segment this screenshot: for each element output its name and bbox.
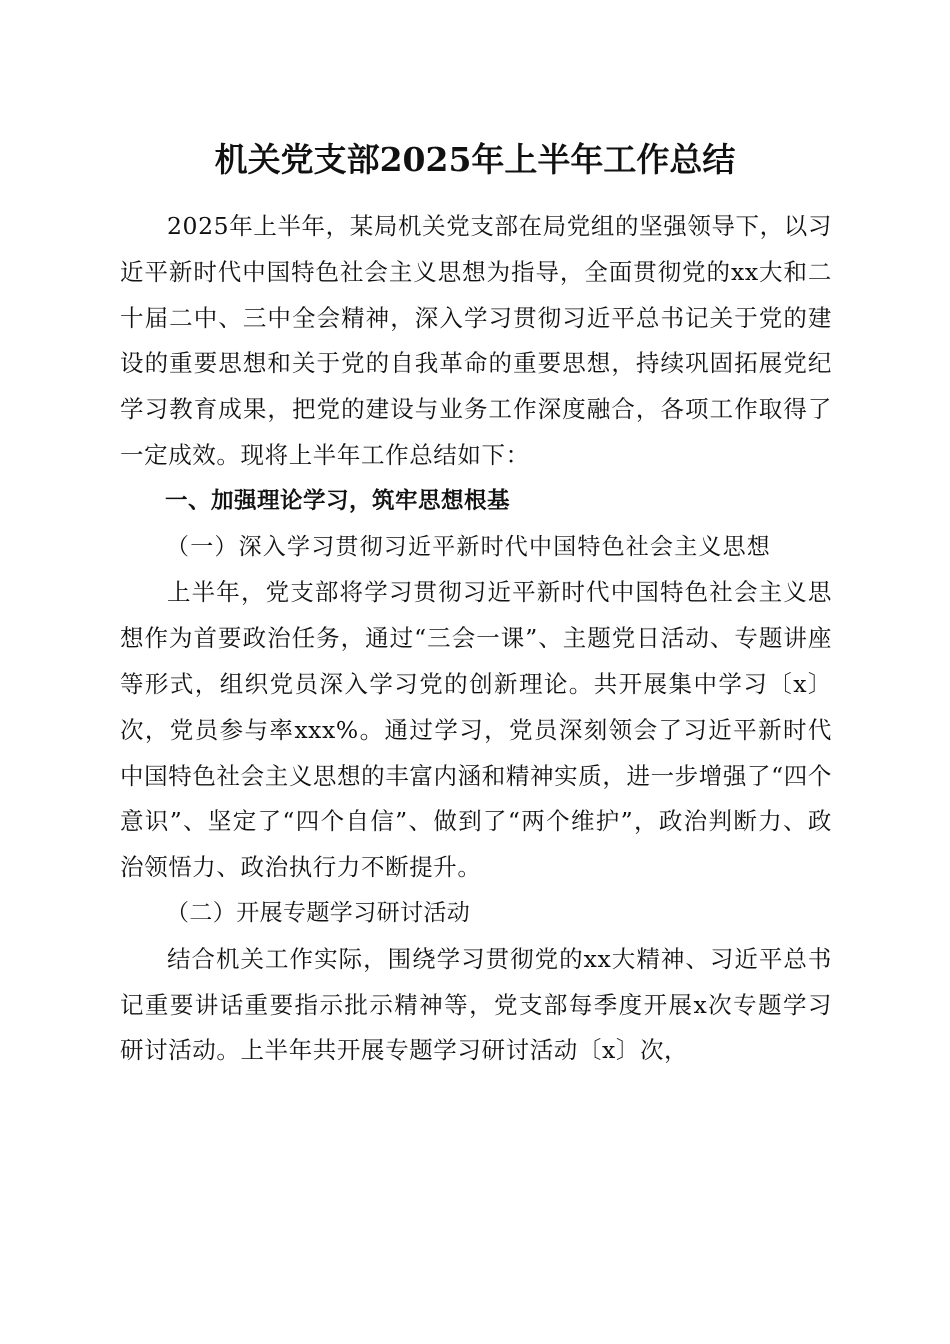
document-body [120,204,832,1074]
intro-paragraph: 2025年上半年，某局机关党支部在局党组的坚强领导下，以习近平新时代中国特色社会主义思想为指导，全面贯彻党的xx大和二十届二中、三中全会精神，深入学习贯彻习近平总书记关于党的建设的重要思想和关于党的自我革命的重要思想，持续巩固拓展党纪学习教育成果，把党的建设与业务工作深度融合，各项工作取得了一定成效。现将上半年工作总结如下： [120,212,832,469]
subsection-2-paragraph: 结合机关工作实际，围绕学习贯彻党的xx大精神、习近平总书记重要讲话重要指示批示精神等，党支部每季度开展x次专题学习研讨活动。上半年共开展专题学习研讨活动〔x〕次， [120,944,832,1065]
subsection-1-heading: （一）深入学习贯彻习近平新时代中国特色社会主义思想 [166,533,771,560]
subsection-2-heading: （二）开展专题学习研讨活动 [166,899,471,926]
document-title: 机关党支部2025年上半年工作总结 [214,140,736,179]
section-1-heading: 一、加强理论学习，筑牢思想根基 [165,487,511,514]
subsection-1-paragraph: 上半年，党支部将学习贯彻习近平新时代中国特色社会主义思想作为首要政治任务，通过“三会一课”、主题党日活动、专题讲座等形式，组织党员深入学习党的创新理论。共开展集中学习〔x〕次，党员参与率xxx%。通过学习，党员深刻领会了习近平新时代中国特色社会主义思想的丰富内涵和精神实质，进一步增强了“四个意识”、坚定了“四个自信”、做到了“两个维护”，政治判断力、政治领悟力、政治执行力不断提升。 [120,578,832,882]
